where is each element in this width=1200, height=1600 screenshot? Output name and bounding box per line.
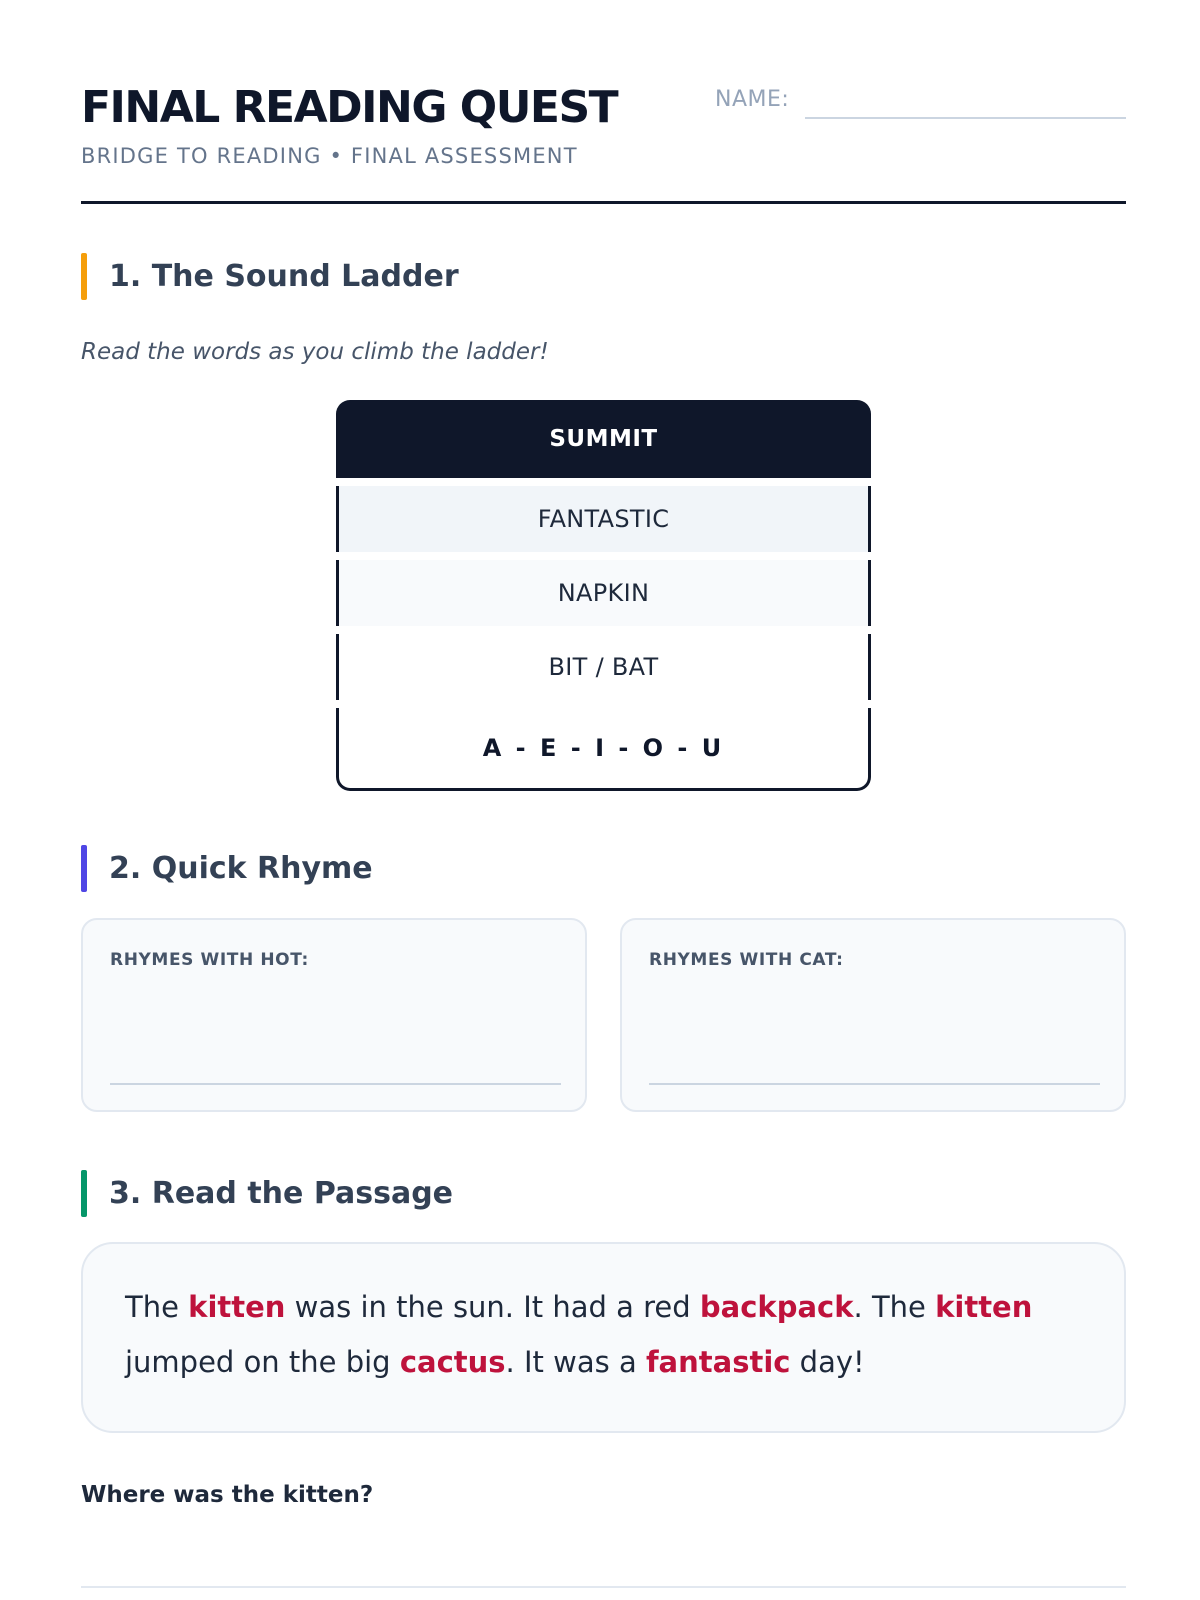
passage-segment: jumped on the big bbox=[125, 1345, 400, 1379]
header-divider bbox=[81, 201, 1126, 204]
section-accent-bar bbox=[81, 845, 87, 892]
passage-text bbox=[125, 1280, 1085, 1390]
rhyme-answer-line[interactable] bbox=[649, 1083, 1100, 1085]
section-heading-read-passage bbox=[81, 1170, 453, 1217]
reading-passage bbox=[81, 1242, 1126, 1433]
highlighted-word: fantastic bbox=[645, 1345, 791, 1379]
passage-segment: . The bbox=[853, 1290, 936, 1324]
rhyme-answer-line[interactable] bbox=[110, 1083, 561, 1085]
rhyme-box-cat bbox=[620, 918, 1126, 1112]
highlighted-word: cactus bbox=[399, 1345, 506, 1379]
passage-segment: The bbox=[125, 1290, 189, 1324]
section-heading-quick-rhyme bbox=[81, 845, 373, 892]
page-subtitle: BRIDGE TO READING • FINAL ASSESSMENT bbox=[81, 144, 578, 168]
question-answer-line[interactable] bbox=[81, 1586, 1126, 1588]
name-field[interactable] bbox=[805, 117, 1126, 119]
rhyme-label: RHYMES WITH CAT: bbox=[649, 950, 844, 970]
section-heading-sound-ladder bbox=[81, 253, 459, 300]
highlighted-word: kitten bbox=[935, 1290, 1033, 1324]
section-accent-bar bbox=[81, 1170, 87, 1217]
section-heading-label: 2. Quick Rhyme bbox=[109, 851, 373, 886]
highlighted-word: backpack bbox=[699, 1290, 854, 1324]
section-accent-bar bbox=[81, 253, 87, 300]
comprehension-question: Where was the kitten? bbox=[81, 1482, 374, 1508]
passage-segment: . It was a bbox=[505, 1345, 646, 1379]
highlighted-word: kitten bbox=[188, 1290, 286, 1324]
rhyme-label: RHYMES WITH HOT: bbox=[110, 950, 309, 970]
ladder-summit: SUMMIT bbox=[336, 400, 871, 478]
passage-segment: day! bbox=[790, 1345, 865, 1379]
page-title: FINAL READING QUEST bbox=[81, 82, 618, 133]
section-heading-label: 1. The Sound Ladder bbox=[109, 259, 459, 294]
ladder-rung: NAPKIN bbox=[336, 560, 871, 626]
ladder-rung: FANTASTIC bbox=[336, 486, 871, 552]
sound-ladder bbox=[336, 400, 871, 791]
ladder-rung: BIT / BAT bbox=[336, 634, 871, 700]
rhyme-box-hot bbox=[81, 918, 587, 1112]
ladder-base-vowels: A - E - I - O - U bbox=[336, 708, 871, 791]
passage-segment: was in the sun. It had a red bbox=[285, 1290, 700, 1324]
ladder-instruction: Read the words as you climb the ladder! bbox=[81, 339, 549, 365]
section-heading-label: 3. Read the Passage bbox=[109, 1176, 454, 1211]
name-label: NAME: bbox=[715, 87, 790, 112]
